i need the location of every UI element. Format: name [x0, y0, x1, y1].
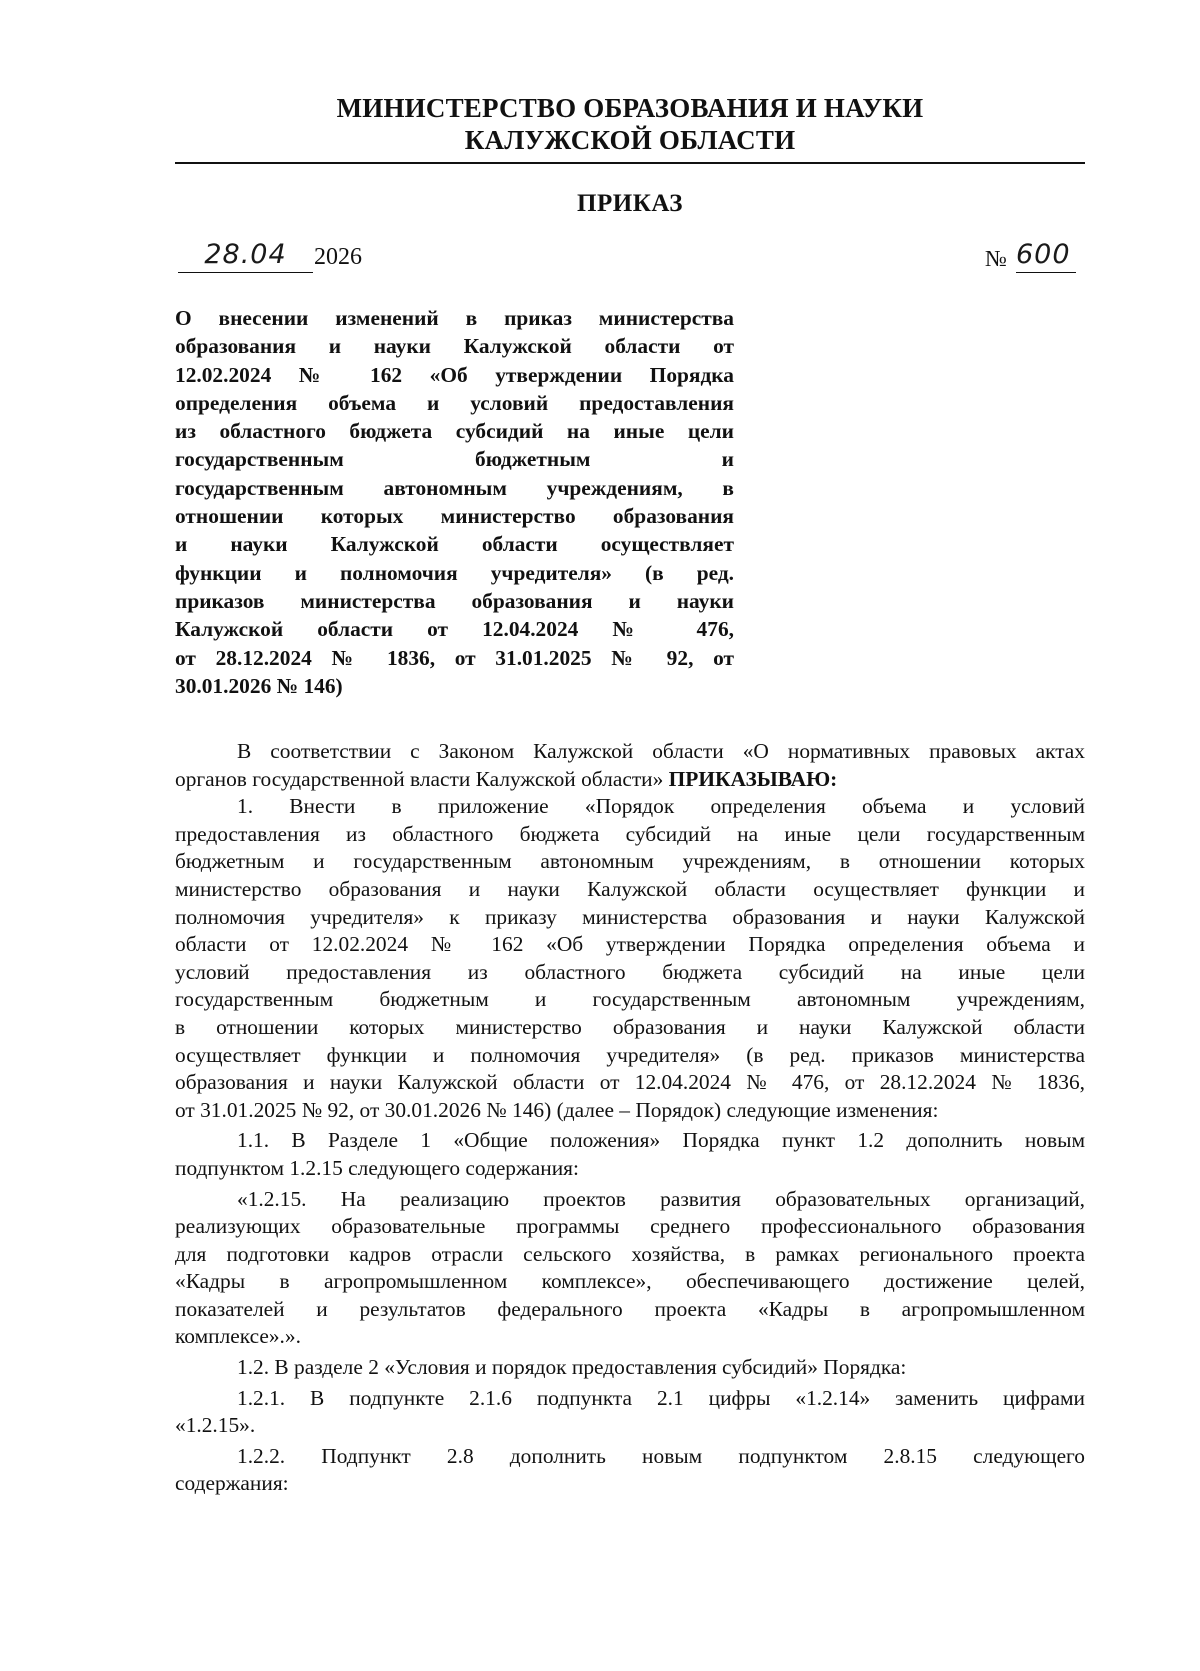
subject-line: функции и полномочия учредителя» (в ред.: [175, 560, 734, 585]
body-line: образования и науки Калужской области от 12.04.2024 № 476, от 28.12.2024 № 1836,: [175, 1070, 1085, 1095]
clause-1-1: [175, 1127, 1085, 1182]
body-line: предоставления из областного бюджета субсидий на иные цели государственным: [175, 821, 1085, 846]
body-line: реализующих образовательные программы среднего профессионального образования: [175, 1214, 1085, 1239]
number-sign: №: [985, 246, 1007, 271]
clause-1-2-1: [175, 1385, 1085, 1440]
order-directive: ПРИКАЗЫВАЮ:: [668, 766, 838, 791]
body-line: для подготовки кадров отрасли сельского хозяйства, в рамках регионального проекта: [175, 1241, 1085, 1266]
body-line: от 31.01.2025 № 92, от 30.01.2026 № 146) (далее – Порядок) следующие изменения:: [175, 1097, 939, 1122]
body-line: 1. Внести в приложение «Порядок определения объема и условий: [237, 794, 1085, 819]
organization-name-line2: КАЛУЖСКОЙ ОБЛАСТИ: [464, 125, 796, 155]
body-line: [175, 766, 1085, 794]
body-line: «1.2.15. На реализацию проектов развития образовательных организаций,: [237, 1186, 1085, 1211]
order-body: [175, 738, 1085, 1498]
organization-name-line1: МИНИСТЕРСТВО ОБРАЗОВАНИЯ И НАУКИ: [336, 93, 924, 123]
clause-1-2-2: [175, 1443, 1085, 1498]
order-number: [985, 238, 1085, 278]
body-line: подпунктом 1.2.15 следующего содержания:: [175, 1155, 579, 1180]
subject-line: определения объема и условий предоставления: [175, 390, 734, 415]
subject-line: О внесении изменений в приказ министерства: [175, 306, 734, 330]
handwritten-date: 28.04: [178, 238, 313, 273]
body-line: министерство образования и науки Калужской области осуществляет функции и: [175, 876, 1085, 901]
date-year: 2026: [314, 244, 362, 270]
header-divider: [175, 162, 1085, 164]
document-type-title: ПРИКАЗ: [577, 190, 683, 217]
clause-1-2-15: [175, 1186, 1085, 1352]
preamble-text: органов государственной власти Калужской области»: [175, 766, 664, 791]
body-line: 1.2.2. Подпункт 2.8 дополнить новым подпунктом 2.8.15 следующего: [237, 1443, 1085, 1468]
order-date: [178, 238, 378, 278]
body-line: В соответствии с Законом Калужской области «О нормативных правовых актах: [237, 739, 1085, 763]
body-line: области от 12.02.2024 № 162 «Об утверждении Порядка определения объема и: [175, 932, 1085, 957]
subject-line: 12.02.2024 № 162 «Об утверждении Порядка: [175, 362, 734, 387]
body-line: полномочия учредителя» к приказу министерства образования и науки Калужской: [175, 904, 1085, 929]
subject-line: государственным автономным учреждениям, в: [175, 475, 734, 500]
preamble: [175, 738, 1085, 793]
subject-line: государственным бюджетным и: [175, 447, 734, 472]
clause-1-2: [175, 1354, 1085, 1382]
order-subject: [175, 304, 734, 700]
body-line: бюджетным и государственным автономным учреждениям, в отношении которых: [175, 849, 1085, 874]
body-line: 1.1. В Разделе 1 «Общие положения» Порядка пункт 1.2 дополнить новым: [237, 1128, 1085, 1153]
body-line: комплексе».».: [175, 1324, 301, 1349]
body-line: «1.2.15».: [175, 1413, 256, 1438]
body-line: в отношении которых министерство образования и науки Калужской области: [175, 1014, 1085, 1039]
subject-line: Калужской области от 12.04.2024 № 476,: [175, 617, 734, 642]
subject-line: 30.01.2026 № 146): [175, 673, 343, 698]
handwritten-number: 600: [1016, 238, 1076, 273]
subject-line: приказов министерства образования и науки: [175, 588, 734, 613]
body-line: 1.2. В разделе 2 «Условия и порядок предоставления субсидий» Порядка:: [237, 1355, 907, 1380]
body-line: 1.2.1. В подпункте 2.1.6 подпункта 2.1 цифры «1.2.14» заменить цифрами: [237, 1385, 1085, 1410]
subject-line: образования и науки Калужской области от: [175, 334, 734, 359]
subject-line: из областного бюджета субсидий на иные цели: [175, 419, 734, 444]
clause-1: [175, 793, 1085, 1124]
subject-line: от 28.12.2024 № 1836, от 31.01.2025 № 92, от: [175, 645, 734, 670]
body-line: показателей и результатов федерального проекта «Кадры в агропромышленном: [175, 1296, 1085, 1321]
subject-line: и науки Калужской области осуществляет: [175, 532, 734, 557]
subject-line: отношении которых министерство образования: [175, 504, 734, 529]
body-line: «Кадры в агропромышленном комплексе», обеспечивающего достижение целей,: [175, 1269, 1085, 1294]
body-line: государственным бюджетным и государственным автономным учреждениям,: [175, 987, 1085, 1012]
body-line: содержания:: [175, 1471, 289, 1496]
body-line: условий предоставления из областного бюджета субсидий на иные цели: [175, 959, 1085, 984]
body-line: осуществляет функции и полномочия учредителя» (в ред. приказов министерства: [175, 1042, 1085, 1067]
